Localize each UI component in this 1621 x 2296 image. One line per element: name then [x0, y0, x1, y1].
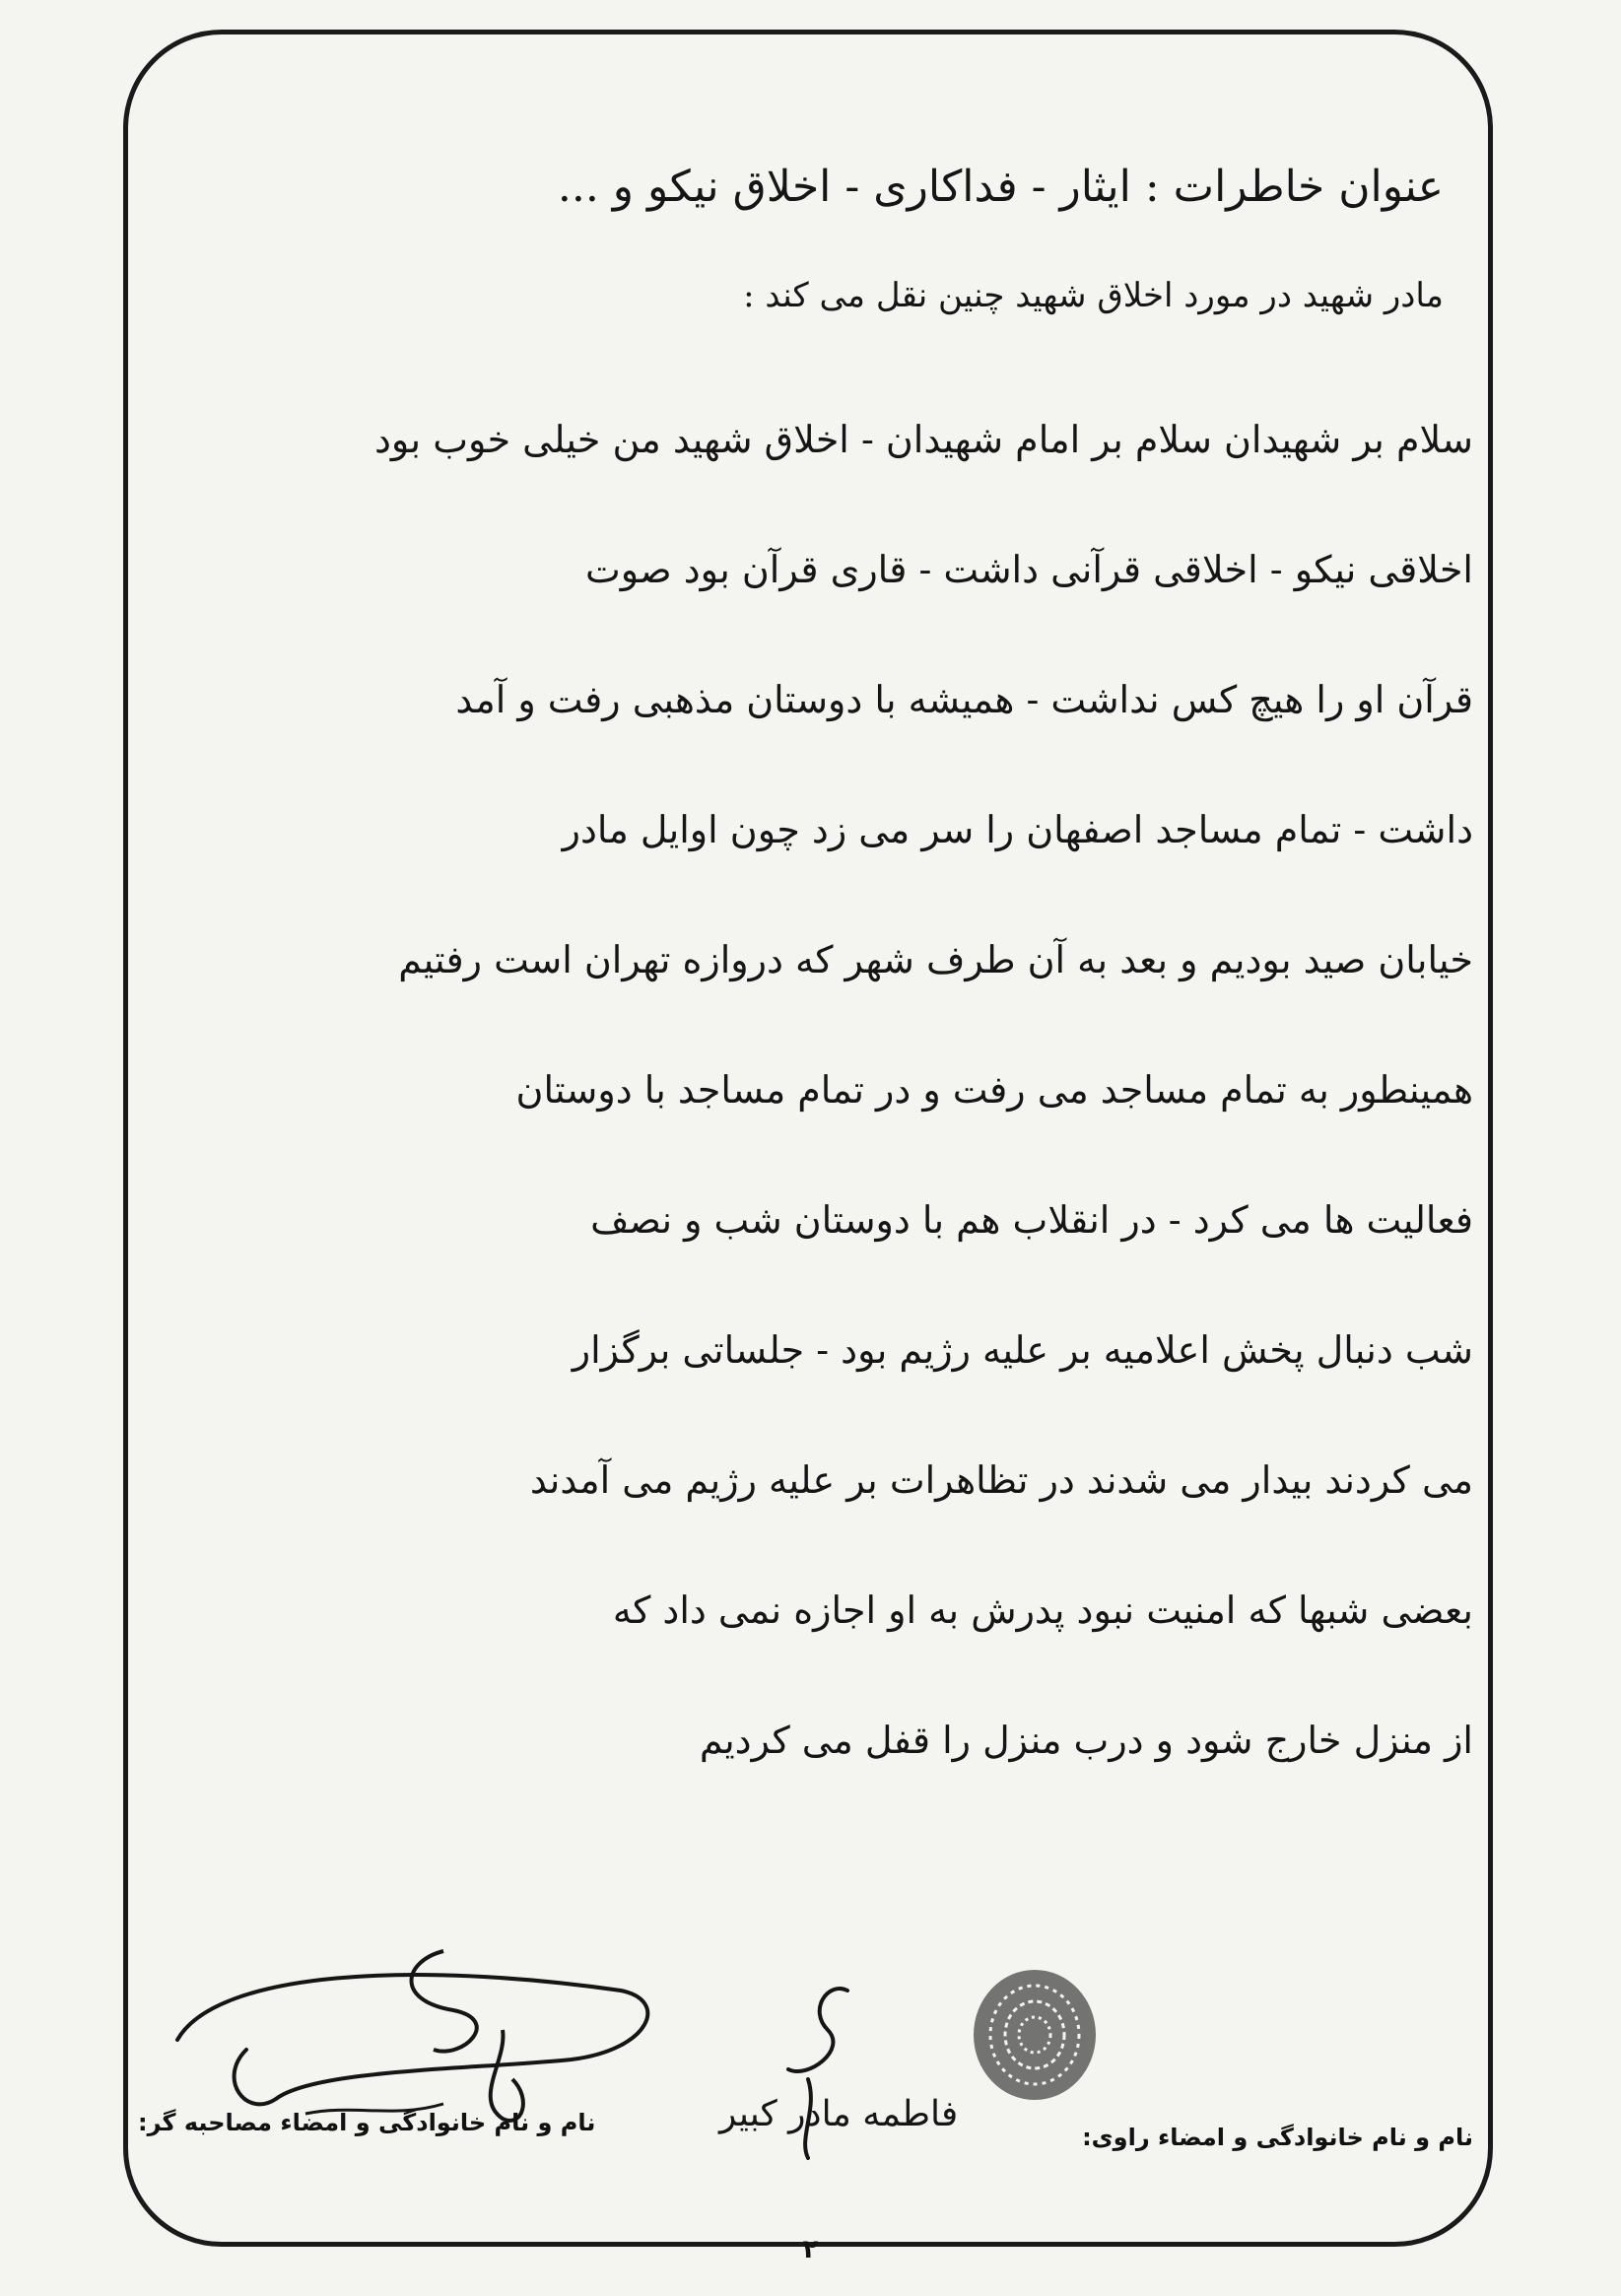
fingerprint-stamp	[961, 1961, 1109, 2109]
body-line: شب دنبال پخش اعلامیه بر علیه رژیم بود - جلساتی برگزار	[572, 1328, 1473, 1372]
memoir-content	[148, 158, 1473, 1805]
narrator-signature	[749, 1971, 926, 2168]
body-line: فعالیت ها می کرد - در انقلاب هم با دوستان شب و نصف	[590, 1198, 1473, 1242]
memoir-body	[148, 374, 1473, 1805]
interviewer-signature	[158, 1931, 670, 2128]
body-line: اخلاقی نیکو - اخلاقی قرآنی داشت - قاری قرآن بود صوت	[584, 548, 1473, 591]
body-line: همینطور به تمام مساجد می رفت و در تمام مساجد با دوستان	[515, 1068, 1473, 1112]
narrator-signature-label: نام و نام خانوادگی و امضاء راوی:	[1082, 2124, 1473, 2151]
body-line: قرآن او را هیچ کس نداشت - همیشه با دوستان مذهبی رفت و آمد	[455, 678, 1473, 721]
body-line: سلام بر شهیدان سلام بر امام شهیدان - اخلاق شهید من خیلی خوب بود	[373, 418, 1473, 461]
body-line: داشت - تمام مساجد اصفهان را سر می زد چون اوایل مادر	[562, 808, 1473, 851]
interviewer-signature-label: نام و نام خانوادگی و امضاء مصاحبه گر:	[138, 2109, 596, 2136]
memoir-intro: مادر شهید در مورد اخلاق شهید چنین نقل می کند :	[743, 276, 1444, 315]
memoir-title: عنوان خاطرات : ایثار - فداکاری - اخلاق نیکو و ...	[557, 162, 1444, 212]
page-number: ۲	[802, 2235, 819, 2264]
body-line: خیابان صید بودیم و بعد به آن طرف شهر که دروازه تهران است رفتیم	[398, 938, 1473, 981]
body-line: از منزل خارج شود و درب منزل را قفل می کردیم	[699, 1719, 1473, 1762]
narrator-name: فاطمه مادر کبیر	[719, 2094, 959, 2134]
body-line: می کردند بیدار می شدند در تظاهرات بر علیه رژیم می آمدند	[529, 1458, 1473, 1502]
body-line: بعضی شبها که امنیت نبود پدرش به او اجازه نمی داد که	[612, 1588, 1473, 1632]
